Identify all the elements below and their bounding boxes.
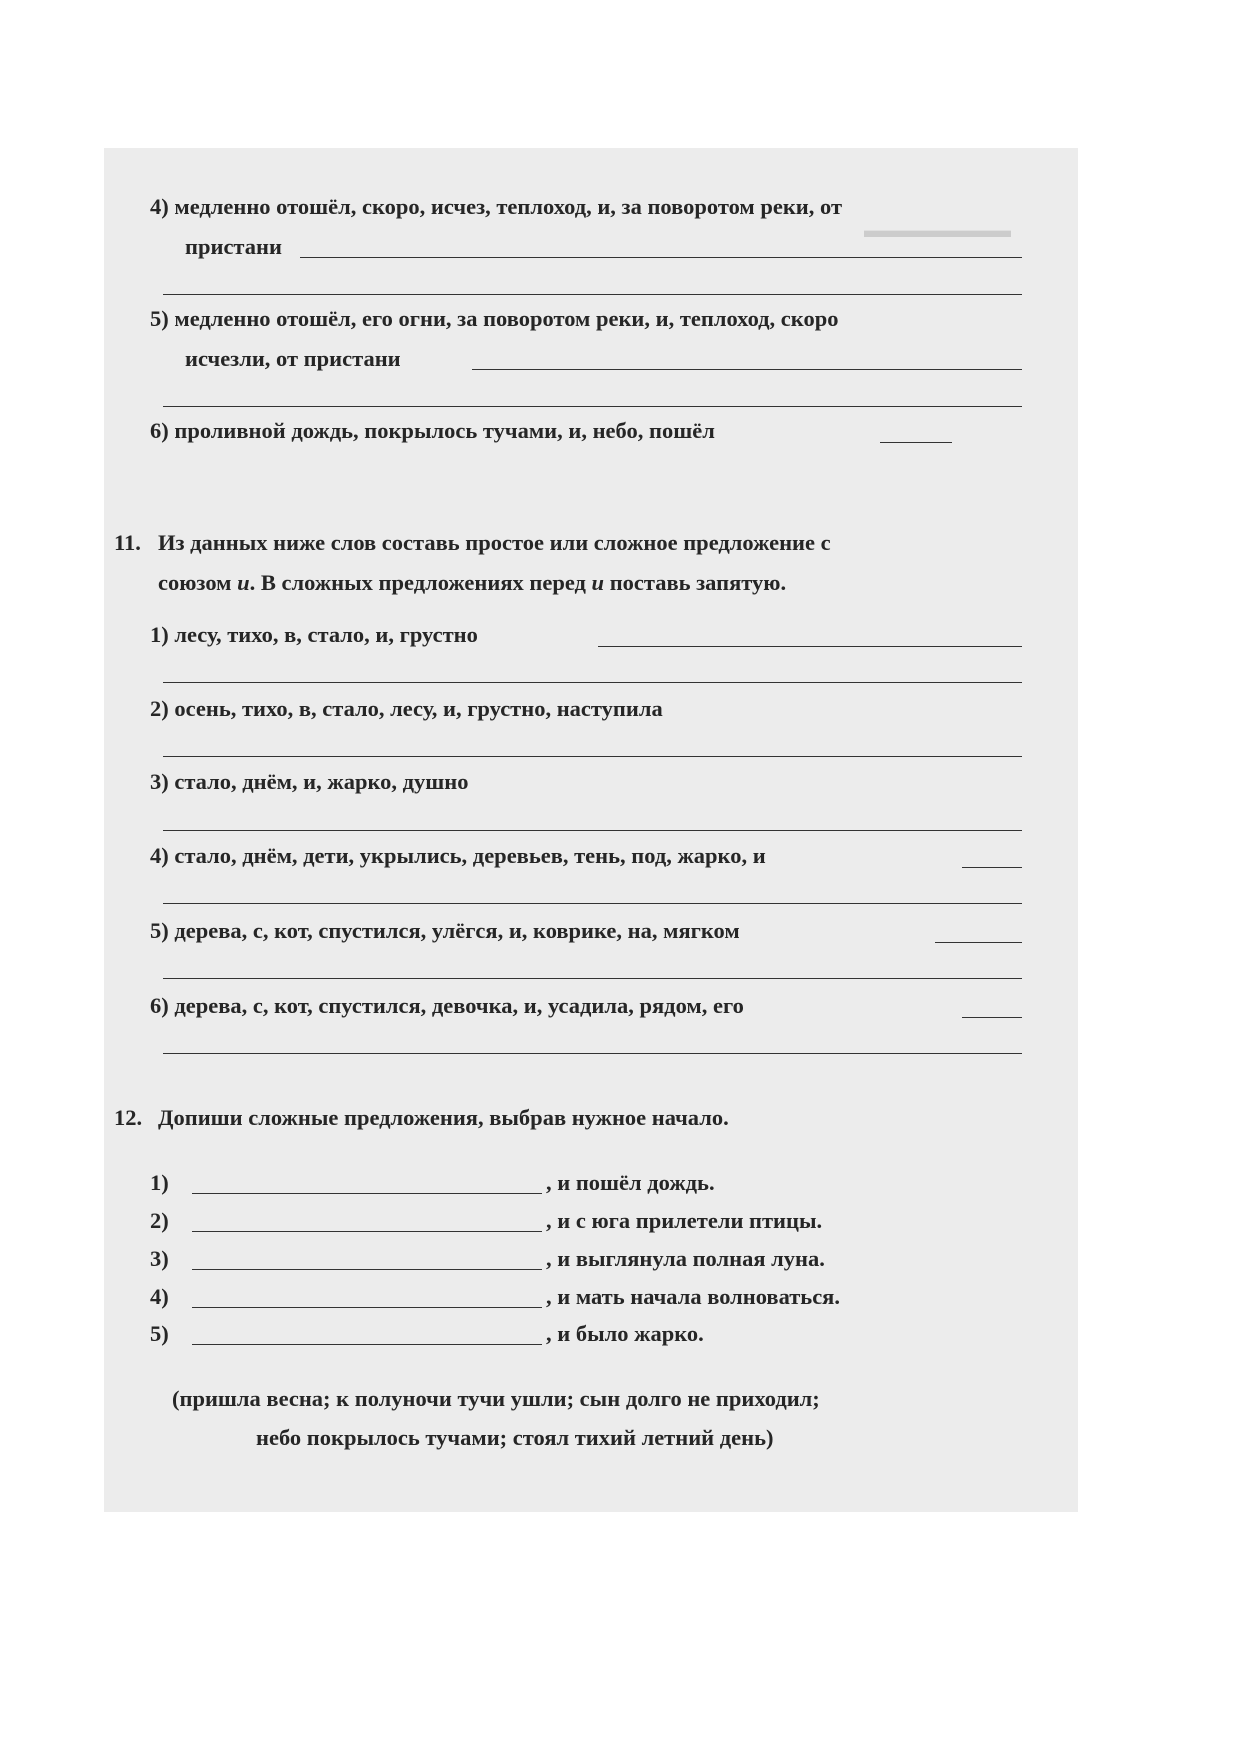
ex12-instruction: Допиши сложные предложения, выбрав нужное начало.: [158, 1105, 729, 1130]
answer-line[interactable]: [192, 1269, 542, 1270]
ex12-item-ending: , и с юга прилетели птицы.: [546, 1208, 823, 1233]
ex10-item5-line2: исчезли, от пристани: [185, 346, 401, 371]
ex12-item-num: 3): [150, 1246, 169, 1271]
ex11-item-4: 4) стало, днём, дети, укрылись, деревьев, тень, под, жарко, и: [150, 843, 766, 868]
answer-line[interactable]: [163, 682, 1022, 683]
ex12-item-num: 1): [150, 1170, 169, 1195]
answer-line[interactable]: [962, 1017, 1022, 1018]
ex12-item-num: 4): [150, 1284, 169, 1309]
ex12-item-ending: , и мать начала волноваться.: [546, 1284, 840, 1309]
ex10-item6: 6) проливной дождь, покрылось тучами, и, небо, пошёл: [150, 418, 715, 443]
ex10-item4-line2: пристани: [185, 234, 282, 259]
ex10-item4-line1: 4) медленно отошёл, скоро, исчез, теплоход, и, за поворотом реки, от: [150, 194, 843, 219]
answer-line[interactable]: [598, 646, 1022, 647]
answer-line[interactable]: [163, 978, 1022, 979]
answer-line[interactable]: [192, 1344, 542, 1345]
ex12-item-ending: , и было жарко.: [546, 1321, 704, 1346]
answer-line[interactable]: [163, 903, 1022, 904]
ex11-instruction-line2: союзом и. В сложных предложениях перед и поставь запятую.: [158, 570, 787, 595]
answer-line[interactable]: [300, 257, 1022, 258]
ex11-number: 11.: [114, 530, 141, 555]
ex11-item-6: 6) дерева, с, кот, спустился, девочка, и, усадила, рядом, его: [150, 993, 744, 1018]
bleed-through-text: ▬▬▬▬▬▬▬: [864, 218, 1011, 242]
answer-line[interactable]: [163, 830, 1022, 831]
ex11-item-1: 1) лесу, тихо, в, стало, и, грустно: [150, 622, 478, 647]
answer-line[interactable]: [163, 294, 1022, 295]
ex12-options-line1: (пришла весна; к полуночи тучи ушли; сын долго не приходил;: [172, 1386, 820, 1411]
answer-line[interactable]: [192, 1193, 542, 1194]
answer-line[interactable]: [192, 1231, 542, 1232]
answer-line[interactable]: [163, 756, 1022, 757]
answer-line[interactable]: [163, 1053, 1022, 1054]
ex11-item-2: 2) осень, тихо, в, стало, лесу, и, грустно, наступила: [150, 696, 663, 721]
ex12-item-ending: , и пошёл дождь.: [546, 1170, 715, 1195]
answer-line[interactable]: [163, 406, 1022, 407]
ex11-instruction-line1: Из данных ниже слов составь простое или сложное предложение с: [158, 530, 831, 555]
ex11-item-3: 3) стало, днём, и, жарко, душно: [150, 769, 469, 794]
ex11-item-5: 5) дерева, с, кот, спустился, улёгся, и, коврике, на, мягком: [150, 918, 740, 943]
answer-line[interactable]: [472, 369, 1022, 370]
answer-line[interactable]: [935, 942, 1022, 943]
ex12-item-ending: , и выглянула полная луна.: [546, 1246, 825, 1271]
ex12-item-num: 2): [150, 1208, 169, 1233]
ex12-options-line2: небо покрылось тучами; стоял тихий летний день): [256, 1425, 774, 1450]
ex12-number: 12.: [114, 1105, 143, 1130]
ex12-item-num: 5): [150, 1321, 169, 1346]
ex10-item5-line1: 5) медленно отошёл, его огни, за поворотом реки, и, теплоход, скоро: [150, 306, 839, 331]
answer-line[interactable]: [192, 1307, 542, 1308]
answer-line[interactable]: [880, 442, 952, 443]
answer-line[interactable]: [962, 867, 1022, 868]
